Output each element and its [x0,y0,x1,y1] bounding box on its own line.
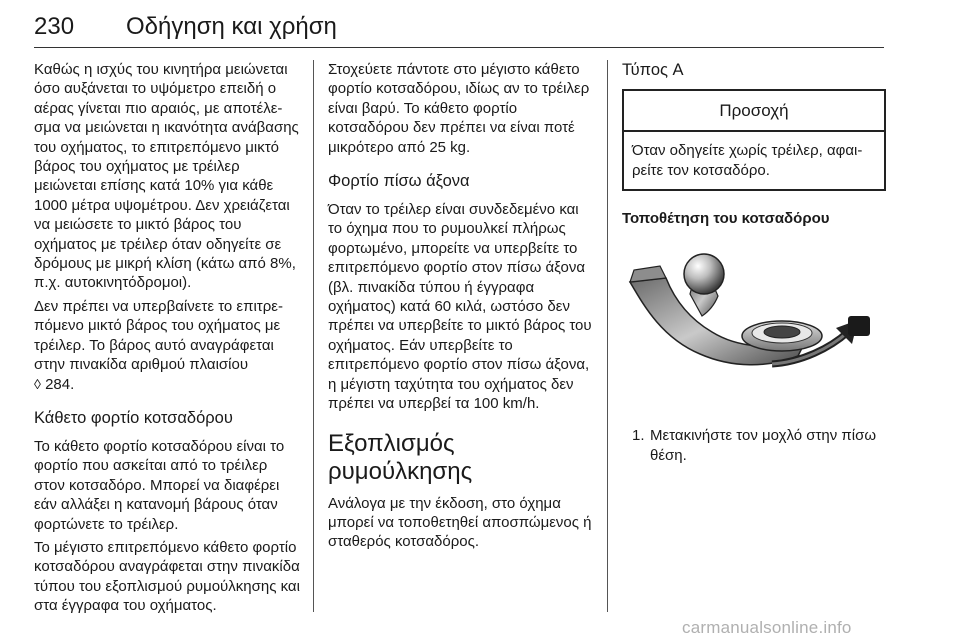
watermark: carmanualsonline.info [682,618,852,637]
paragraph-altitude: Καθώς η ισχύς του κινητήρα μειώνεται όσο αυξάνεται το υψόμετρο επειδή ο αέρας γίνεται πιο αραιός, με αποτέλεσμα να μειώνεται η ικανότητα ανάβασης του οχήματος, το επιτρεπόμενο μικτό βάρος του οχήματος με τρέιλερ μειώνεται επίσης κατά 10% για κάθε 1000 μέτρα υψομέτρου. Δεν χρειάζεται να μειώσετε το μικτό βάρος του οχήματος με τρέιλερ όταν οδηγείτε σε δρόμους με μικρή κλίση (κάτω από 8%, π.χ. αυτοκινητόδρομοι). [34,61,299,292]
paragraph-aim-max-load: Στοχεύετε πάντοτε στο μέγιστο κάθετο φορτίο κοτσαδόρου, ιδίως αν το τρέιλερ είναι βαρύ. Το κάθετο φορτίο κοτσαδόρου δεν πρέπει να είναι ποτέ μικρότερο από 25 kg. [328,61,590,156]
column-divider-2 [607,60,608,612]
towbar-icon [622,236,882,386]
header-divider [34,47,884,48]
paragraph-max-coupling-load: Το μέγιστο επιτρεπόμενο κάθετο φορτίο κοτσαδόρου αναγράφεται στην πινακίδα τύπου του εξοπλισμού ρυμούλκησης και στα έγγραφα του οχήματος. [34,538,300,615]
heading-coupling-load: Κάθετο φορτίο κοτσαδόρου [34,408,233,427]
step-1-text: Μετακινήστε τον μοχλό στην πίσω θέση. [650,427,877,464]
step-1 [622,426,886,465]
paragraph-towing-equipment: Ανάλογα με την έκδοση, στο όχημα μπορεί να τοποθετηθεί αποσπώμενος ή σταθερός κοτσαδόρος. [328,494,592,551]
towbar-illustration [622,236,882,386]
caution-text: Όταν οδηγείτε χωρίς τρέιλερ, αφαιρείτε τον κοτσαδόρο. [632,142,863,179]
page-header [34,6,884,46]
caution-box [622,89,886,191]
column-1 [34,60,300,620]
column-3 [622,60,886,465]
paragraph-coupling-load: Το κάθετο φορτίο κοτσαδόρου είναι το φορτίο που ασκείται από το τρέιλερ στον κοτσαδόρο. Μπορεί να διαφέρει εάν αλλάξει η κατανομή βάρους όταν φορτώνετε το τρέιλερ. [34,437,285,533]
type-a-title: Τύπος A [622,61,684,79]
step-1-number: 1. [632,427,645,445]
page-reference-icon: ◊ [34,375,41,392]
caution-title: Προσοχή [624,91,884,132]
paragraph-gross-weight: Δεν πρέπει να υπερβαίνετε το επιτρεπόμενο μικτό βάρος του οχήματος με τρέιλερ. Το βάρος αυτό αναγράφεται στην πινακίδα αριθμού πλαισίου ◊ 284. [34,297,283,393]
heading-rear-axle-load: Φορτίο πίσω άξονα [328,172,470,191]
subheading-fitting-towbar: Τοποθέτηση του κοτσαδόρου [622,210,830,228]
page-number: 230 [34,13,75,40]
paragraph-rear-axle-load: Όταν το τρέιλερ είναι συνδεδεμένο και το όχημα που το ρυμουλκεί πλήρως φορτωμένο, μπορείτε να υπερβείτε το επιτρεπόμενο φορτίο στον πίσω άξονα (βλ. πινακίδα τύπου ή έγγραφα οχήματος) κατά 60 κιλά, ωστόσο δεν πρέπει να υπερβείτε το μικτό βάρος του οχήματος. Εάν υπερβείτε το επιτρεπόμενο φορτίο στον πίσω άξονα, η μέγιστη ταχύτητα του οχήματος δεν πρέπει να υπερβεί τα 100 km/h. [328,201,592,413]
page-reference[interactable]: 284. [45,375,75,393]
section-title: Οδήγηση και χρήση [126,13,337,40]
column-divider-1 [313,60,314,612]
column-2 [328,60,594,556]
heading-towing-equipment: Εξοπλισμός ρυμούλκησης [328,429,473,485]
